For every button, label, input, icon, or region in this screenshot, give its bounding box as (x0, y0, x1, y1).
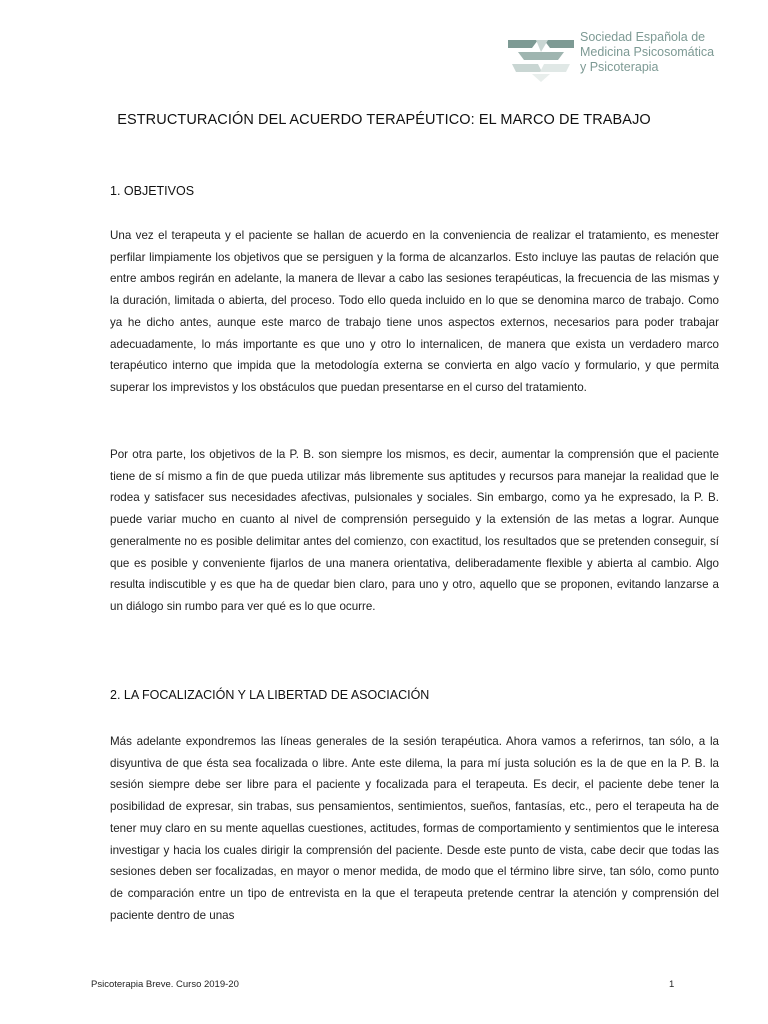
page-number: 1 (669, 979, 675, 990)
society-logo (508, 30, 728, 86)
logo-line-2: Medicina Psicosomática (580, 45, 715, 59)
logo-line-1: Sociedad Española de (580, 30, 706, 44)
section-1-paragraph-1: Una vez el terapeuta y el paciente se hallan de acuerdo en la conveniencia de realizar el tratamiento, es menester perfilar limpiamente los objetivos que se persiguen y la forma de alcanzarlos. Esto incluye las pautas de relación que entre ambos regirán en adelante, la manera de llevar a cabo las sesiones terapéuticas, la frecuencia de las mismas y la duración, limitada o abierta, del proceso. Todo ello queda incluido en lo que se denomina marco de trabajo. Como ya he dicho antes, aunque este marco de trabajo tiene unos aspectos externos, necesarios para poder trabajar adecuadamente, lo más importante es que uno y otro lo internalicen, de manera que exista un verdadero marco terapéutico interno que impida que la metodología externa se convierta en algo vacío y formulario, y que permita superar los imprevistos y los obstáculos que puedan presentarse en el curso del tratamiento. (110, 229, 719, 394)
section-2-heading: 2. LA FOCALIZACIÓN Y LA LIBERTAD DE ASOCIACIÓN (110, 688, 430, 702)
footer-course-label: Psicoterapia Breve. Curso 2019-20 (91, 979, 239, 990)
logo-line-3: y Psicoterapia (580, 60, 659, 74)
section-1-paragraph-2: Por otra parte, los objetivos de la P. B. son siempre los mismos, es decir, aumentar la comprensión que el paciente tiene de sí mismo a fin de que pueda utilizar más libremente sus aptitudes y recursos para manejar la realidad que le rodea y satisfacer sus necesidades afectivas, pulsionales y sociales. Sin embargo, como ya he expresado, la P. B. puede variar mucho en cuanto al nivel de comprensión perseguido y la extensión de las metas a lograr. Aunque generalmente no es posible delimitar antes del comienzo, con exactitud, los resultados que se pretenden conseguir, sí que es posible y conveniente fijarlos de una manera orientativa, deliberadamente flexible y abierta al cambio. Algo resulta indiscutible y es que ha de quedar bien claro, para uno y otro, aquello que se proponen, evitando lanzarse a un diálogo sin rumbo para ver qué es lo que ocurre. (110, 448, 719, 613)
section-2-paragraph-1: Más adelante expondremos las líneas generales de la sesión terapéutica. Ahora vamos a referirnos, tan sólo, a la disyuntiva de que ésta sea focalizada o libre. Ante este dilema, la para mí justa solución es la de que en la P. B. la sesión siempre debe ser libre para el paciente y focalizada para el terapeuta. Es decir, el paciente debe tener la posibilidad de expresar, sin trabas, sus pensamientos, sentimientos, sueños, fantasías, etc., pero el terapeuta ha de tener muy claro en su mente aquellas cuestiones, actitudes, formas de comportamiento y sentimientos que le interesa investigar y hacia los cuales dirigir la comprensión del paciente. Desde este punto de vista, cabe decir que todas las sesiones deben ser focalizadas, en mayor o menor medida, de modo que el término libre sirve, tan sólo, como punto de comparación entre un tipo de entrevista en la que el terapeuta pretende centrar la atención y comprensión del paciente dentro de unas (110, 735, 719, 922)
society-logo-icon (508, 38, 574, 82)
society-logo-text (580, 30, 714, 75)
section-1-heading: 1. OBJETIVOS (110, 184, 195, 198)
document-title: ESTRUCTURACIÓN DEL ACUERDO TERAPÉUTICO: EL MARCO DE TRABAJO (117, 112, 651, 128)
